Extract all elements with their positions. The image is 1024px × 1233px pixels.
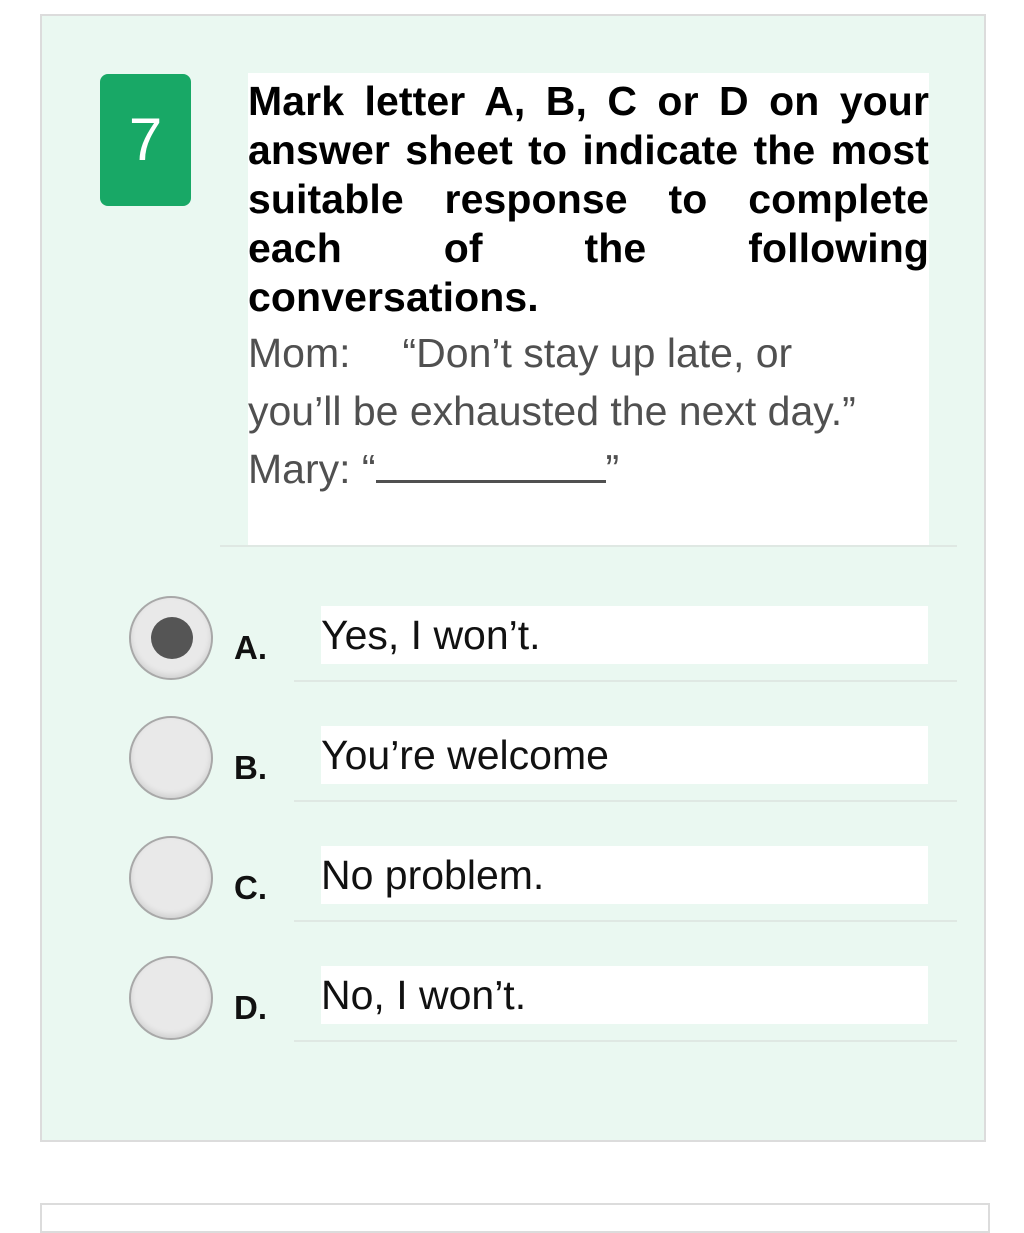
radio-option-a[interactable] [129,596,213,680]
radio-selected-dot [151,617,193,659]
dialog-line-mom-cont [248,382,929,440]
speaker-mary: Mary: [248,446,351,492]
speaker-mom: Mom: [248,330,351,376]
option-divider-c [294,920,957,922]
mom-quote-part1: “Don’t stay up late, or [402,330,793,376]
question-box [248,73,929,545]
open-quote: “ [350,446,376,492]
option-divider-b [294,800,957,802]
radio-option-d[interactable] [129,956,213,1040]
option-letter-b: B. [234,749,267,786]
mom-quote-part2: you’ll be exhausted the next day.” [248,388,856,434]
dialog-line-mom [248,324,929,382]
question-prompt: Mark letter A, B, C or D on your answer sheet to indicate the most suitable response to complete each of the following conversations. [248,78,929,320]
option-text-b[interactable]: You’re welcome [321,726,928,784]
radio-option-b[interactable] [129,716,213,800]
option-text-a[interactable]: Yes, I won’t. [321,606,928,664]
option-letter-d: D. [234,989,267,1026]
option-text-d[interactable]: No, I won’t. [321,966,928,1024]
radio-option-c[interactable] [129,836,213,920]
option-letter-c: C. [234,869,267,906]
dialog-line-mary [248,440,929,498]
option-letter-a: A. [234,629,267,666]
option-divider-a [294,680,957,682]
question-divider [220,545,957,547]
option-divider-d [294,1040,957,1042]
option-text-c[interactable]: No problem. [321,846,928,904]
next-question-card [40,1203,990,1233]
answer-blank [376,446,606,483]
question-number-badge: 7 [100,74,191,206]
close-quote: ” [605,446,620,492]
